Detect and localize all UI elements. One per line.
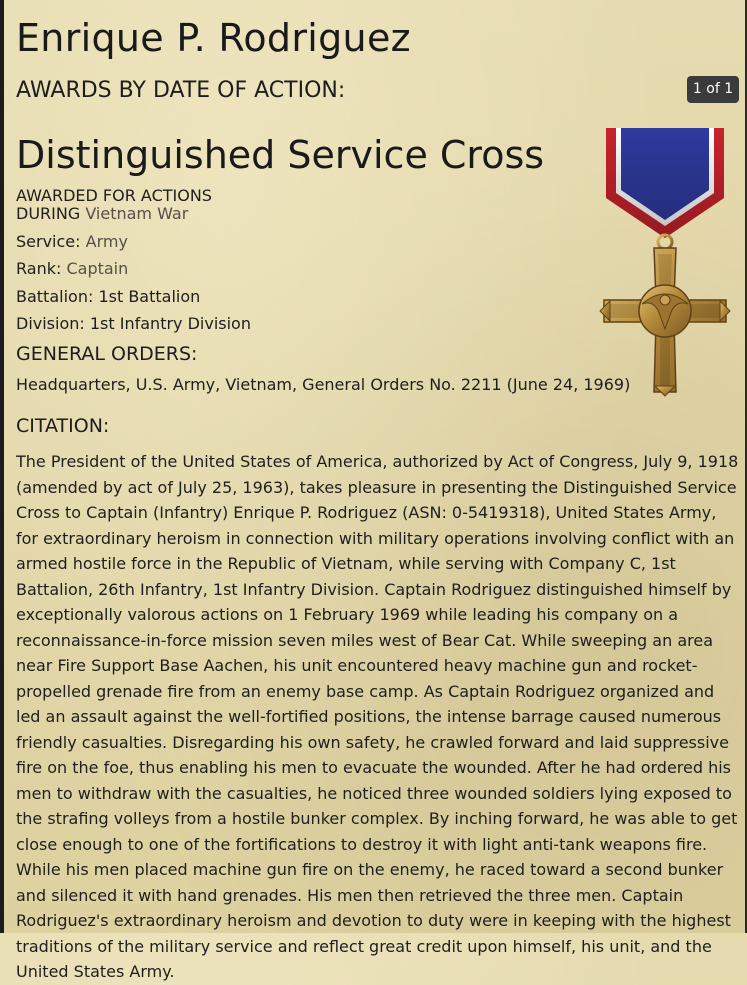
award-title: Distinguished Service Cross	[16, 133, 545, 177]
awarded-for-label: AWARDED FOR ACTIONS	[16, 186, 212, 205]
rank-row	[16, 259, 128, 278]
awards-by-date-heading: AWARDS BY DATE OF ACTION:	[16, 78, 346, 103]
rank-value[interactable]: Captain	[66, 259, 129, 278]
division-row	[16, 314, 251, 333]
recipient-name: Enrique P. Rodriguez	[16, 16, 411, 60]
service-label: Service:	[16, 232, 81, 251]
citation-heading: CITATION:	[16, 415, 110, 437]
during-label: DURING	[16, 204, 81, 223]
general-orders-heading: GENERAL ORDERS:	[16, 343, 198, 365]
battalion-value: 1st Battalion	[98, 287, 201, 306]
citation-text: The President of the United States of America, authorized by Act of Congress, July 9, 1918 (amended by act of July 25, 1963), takes pleasure in presenting the Distinguished Service Cross to Captain (Infantry) Enrique P. Rodriguez (ASN: 0-5419318), United States Army, for extraordinary heroism in connection with military operations involving conflict with an armed hostile force in the Republic of Vietnam, while serving with Company C, 1st Battalion, 26th Infantry, 1st Infantry Division. Captain Rodriguez distinguished himself by exceptionally valorous actions on 1 February 1969 while leading his company on a reconnaissance-in-force mission seven miles west of Bear Cat. While sweeping an area near Fire Support Base Aachen, his unit encountered heavy machine gun and rocket-propelled grenade fire from an enemy base camp. As Captain Rodriguez organized and led an assault against the well-fortified positions, the intense barrage caused numerous friendly casualties. Disregarding his own safety, he crawled forward and laid suppressive fire on the foe, thus enabling his men to evacuate the wounded. After he had ordered his men to withdraw with the casualties, he noticed three wounded soldiers lying exposed to the strafing volleys from a hostile bunker complex. By inching forward, he was able to get close enough to one of the fortifications to destroy it with light anti-tank weapons fire. While his men placed machine gun fire on the enemy, he raced toward a second bunker and silenced it with hand grenades. His men then retrieved the three men. Captain Rodriguez's extraordinary heroism and devotion to duty were in keeping with the highest traditions of the military service and reflect great credit upon himself, his unit, and the United States Army.	[16, 452, 739, 981]
division-label: Division:	[16, 314, 85, 333]
distinguished-service-cross-medal-icon	[588, 124, 742, 400]
left-frame-border	[0, 0, 4, 933]
service-value[interactable]: Army	[85, 232, 128, 251]
award-pager-badge[interactable]: 1 of 1	[687, 76, 739, 103]
rank-label: Rank:	[16, 259, 62, 278]
battalion-label: Battalion:	[16, 287, 94, 306]
general-orders-text: Headquarters, U.S. Army, Vietnam, General Orders No. 2211 (June 24, 1969)	[16, 375, 631, 394]
service-row	[16, 232, 128, 251]
battalion-row	[16, 287, 200, 306]
award-conflict-row	[16, 204, 188, 223]
ribbon-shape	[606, 128, 724, 238]
division-value: 1st Infantry Division	[89, 314, 251, 333]
conflict-link[interactable]: Vietnam War	[85, 204, 189, 223]
cross-body	[600, 248, 730, 396]
